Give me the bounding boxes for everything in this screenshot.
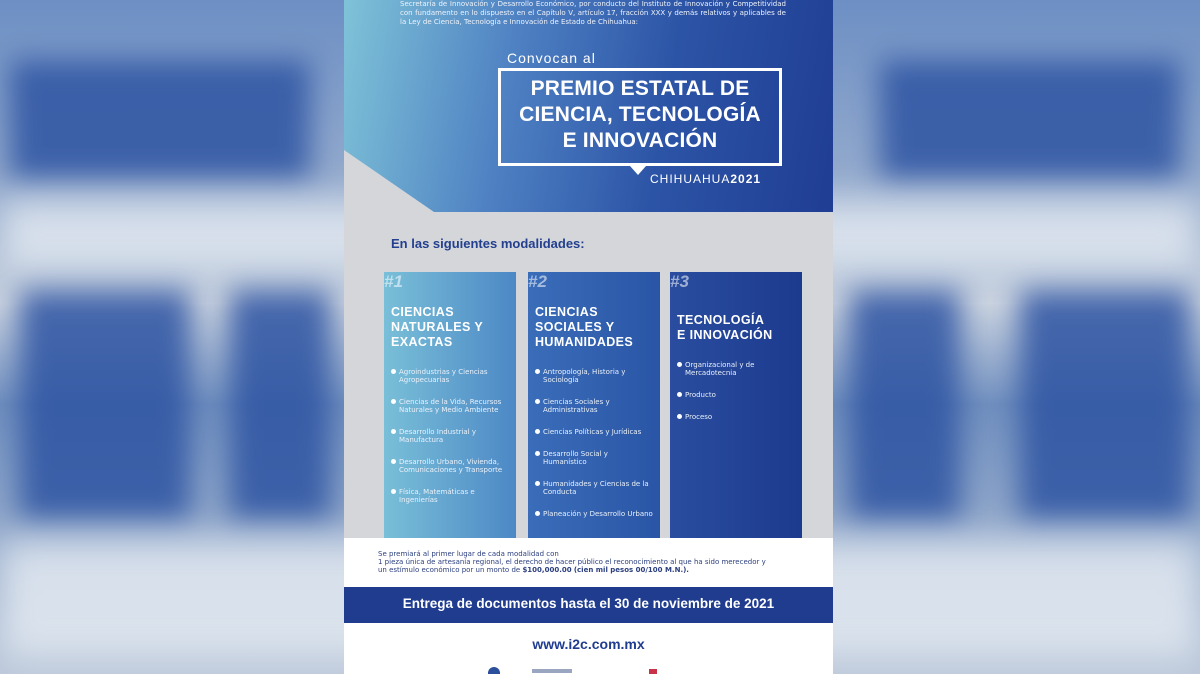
location-year — [650, 172, 761, 186]
category-card-1 — [384, 272, 516, 538]
sponsor-logos-strip — [344, 659, 833, 674]
award-title-line: PREMIO ESTATAL DE — [530, 77, 750, 100]
prize-description — [344, 538, 833, 587]
category-title-line: EXACTAS — [391, 335, 453, 349]
list-item: Organizacional y de Mercadotecnia — [677, 361, 795, 377]
award-title — [502, 76, 778, 154]
category-title — [677, 313, 795, 343]
location-label: CHIHUAHUA — [650, 172, 731, 186]
category-title-line: CIENCIAS — [535, 305, 598, 319]
modalidades-heading: En las siguientes modalidades: — [391, 236, 585, 251]
website-link[interactable]: www.i2c.com.mx — [344, 623, 833, 659]
category-items — [391, 368, 509, 504]
prize-amount-words: (cien mil pesos 00/100 M.N.). — [573, 566, 689, 574]
category-title-line: SOCIALES Y — [535, 320, 615, 334]
hero-corner-cut — [344, 150, 434, 212]
intro-text: Secretaría de Innovación y Desarrollo Económico, por conducto del Instituto de Innovación y Competitividad con fundamento en lo dispuesto en el Capítulo V, artículo 17, fracción XXX y demás relativos y aplicables de la Ley de Ciencia, Tecnología e Innovación de Estado de Chihuahua: — [400, 0, 786, 26]
category-title — [391, 305, 509, 350]
prize-line — [378, 566, 833, 574]
list-item: Producto — [677, 391, 795, 399]
title-frame-notch — [630, 166, 646, 175]
category-title-line: E INNOVACIÓN — [677, 328, 773, 342]
title-frame-top — [498, 68, 782, 71]
government-logo-icon — [488, 667, 500, 674]
list-item: Ciencias de la Vida, Recursos Naturales y Medio Ambiente — [391, 398, 509, 414]
list-item: Desarrollo Social y Humanístico — [535, 450, 653, 466]
prize-line: Se premiará al primer lugar de cada modalidad con — [378, 550, 559, 558]
category-items — [677, 361, 795, 421]
deadline-banner: Entrega de documentos hasta el 30 de noviembre de 2021 — [344, 587, 833, 623]
award-title-line: CIENCIA, TECNOLOGÍA — [519, 103, 761, 126]
category-title-line: TECNOLOGÍA — [677, 313, 765, 327]
category-title-line: CIENCIAS — [391, 305, 454, 319]
category-number: #1 — [384, 272, 403, 291]
year-label: 2021 — [730, 172, 762, 186]
category-title-line: NATURALES Y — [391, 320, 484, 334]
convocan-label: Convocan al — [507, 50, 596, 66]
prize-amount: $100,000.00 — [522, 566, 572, 574]
list-item: Agroindustrias y Ciencias Agropecuarias — [391, 368, 509, 384]
list-item: Desarrollo Industrial y Manufactura — [391, 428, 509, 444]
list-item: Desarrollo Urbano, Vivienda, Comunicaciones y Transporte — [391, 458, 509, 474]
category-number: #3 — [670, 272, 689, 291]
award-title-line: E INNOVACIÓN — [562, 129, 718, 152]
partner-logo-icon — [649, 669, 657, 674]
list-item: Humanidades y Ciencias de la Conducta — [535, 480, 653, 496]
list-item: Ciencias Sociales y Administrativas — [535, 398, 653, 414]
institute-logo-icon — [532, 669, 572, 673]
list-item: Antropología, Historia y Sociología — [535, 368, 653, 384]
prize-line: 1 pieza única de artesanía regional, el derecho de hacer público el reconocimiento al que ha sido merecedor y — [378, 558, 766, 566]
category-number: #2 — [528, 272, 547, 291]
category-card-2 — [528, 272, 660, 538]
category-card-3 — [670, 272, 802, 538]
prize-line-pre: un estímulo económico por un monto de — [378, 566, 521, 574]
category-items — [535, 368, 653, 518]
award-poster — [344, 0, 833, 674]
category-title-line: HUMANIDADES — [535, 335, 634, 349]
list-item: Física, Matemáticas e Ingenierías — [391, 488, 509, 504]
category-title — [535, 305, 653, 350]
list-item: Proceso — [677, 413, 795, 421]
list-item: Ciencias Políticas y Jurídicas — [535, 428, 653, 436]
list-item: Planeación y Desarrollo Urbano — [535, 510, 653, 518]
